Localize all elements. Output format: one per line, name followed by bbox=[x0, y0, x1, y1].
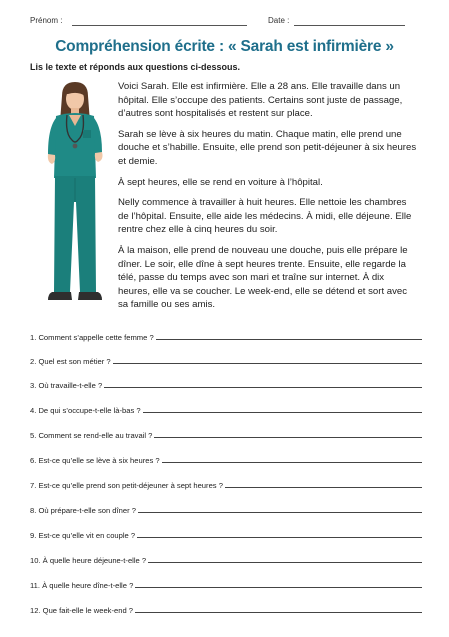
answer-line[interactable] bbox=[162, 455, 422, 463]
reading-text bbox=[118, 80, 418, 319]
question-text: 4. De qui s’occupe-t-elle là-bas ? bbox=[30, 406, 141, 415]
answer-line[interactable] bbox=[135, 580, 422, 588]
instruction: Lis le texte et réponds aux questions ci-dessous. bbox=[30, 62, 241, 72]
question-text: 12. Que fait-elle le week-end ? bbox=[30, 606, 133, 615]
question-row bbox=[30, 455, 422, 465]
nurse-illustration bbox=[38, 82, 112, 314]
question-row bbox=[30, 430, 422, 440]
question-row bbox=[30, 505, 422, 515]
question-text: 1. Comment s’appelle cette femme ? bbox=[30, 333, 154, 342]
question-text: 3. Où travaille-t-elle ? bbox=[30, 381, 103, 390]
question-text: 2. Quel est son métier ? bbox=[30, 357, 111, 366]
question-row bbox=[30, 555, 422, 565]
question-text: 9. Est-ce qu’elle vit en couple ? bbox=[30, 531, 136, 540]
date-label: Date : bbox=[268, 16, 290, 25]
question-text: 8. Où prépare-t-elle son dîner ? bbox=[30, 506, 136, 515]
paragraph: Voici Sarah. Elle est infirmière. Elle a 28 ans. Elle travaille dans un hôpital. Elle s’occupe des patients. Certains sont juste de passage, d’autres sont hospitalisés et restent sur place. bbox=[118, 81, 403, 120]
answer-line[interactable] bbox=[113, 356, 422, 364]
question-text: 7. Est-ce qu’elle prend son petit-déjeuner à sept heures ? bbox=[30, 481, 223, 490]
paragraph: Sarah se lève à six heures du matin. Chaque matin, elle prend une douche et s’habille. Ensuite, elle prend son petit-déjeuner à six heures et demie. bbox=[118, 128, 417, 167]
paragraph: À la maison, elle prend de nouveau une douche, puis elle prépare le dîner. Le soir, elle dîne à sept heures trente. Ensuite, elle regarde la télé, passe du temps avec son mari et traîne sur internet. À dix heures, elle va se coucher. Le week-end, elle se détend et sort avec sa famille ou ses amis. bbox=[118, 244, 408, 311]
answer-line[interactable] bbox=[135, 605, 422, 613]
question-text: 5. Comment se rend-elle au travail ? bbox=[30, 431, 153, 440]
question-text: 6. Est-ce qu’elle se lève à six heures ? bbox=[30, 456, 160, 465]
question-row bbox=[30, 580, 422, 590]
question-row bbox=[30, 405, 422, 415]
paragraph: À sept heures, elle se rend en voiture à l’hôpital. bbox=[118, 176, 323, 188]
answer-line[interactable] bbox=[154, 430, 422, 438]
date-field[interactable] bbox=[294, 25, 405, 26]
question-row bbox=[30, 356, 422, 366]
question-text: 11. À quelle heure dîne-t-elle ? bbox=[30, 581, 134, 590]
question-row bbox=[30, 380, 422, 390]
answer-line[interactable] bbox=[156, 332, 422, 340]
answer-line[interactable] bbox=[137, 530, 422, 538]
question-row bbox=[30, 605, 422, 615]
answer-line[interactable] bbox=[148, 555, 422, 563]
prenom-label: Prénom : bbox=[30, 16, 63, 25]
answer-line[interactable] bbox=[138, 505, 422, 513]
answer-line[interactable] bbox=[104, 380, 422, 388]
question-row bbox=[30, 530, 422, 540]
question-text: 10. À quelle heure déjeune-t-elle ? bbox=[30, 556, 147, 565]
prenom-field[interactable] bbox=[72, 25, 247, 26]
question-row bbox=[30, 480, 422, 490]
page-title: Compréhension écrite : « Sarah est infirmière » bbox=[55, 38, 394, 55]
paragraph: Nelly commence à travailler à huit heures. Elle nettoie les chambres de l’hôpital. Ensuite, elle aide les médecins. À midi, elle déjeune. Elle rentre chez elle à cinq heures du soir. bbox=[118, 197, 412, 236]
answer-line[interactable] bbox=[225, 480, 422, 488]
answer-line[interactable] bbox=[143, 405, 422, 413]
question-row bbox=[30, 332, 422, 342]
